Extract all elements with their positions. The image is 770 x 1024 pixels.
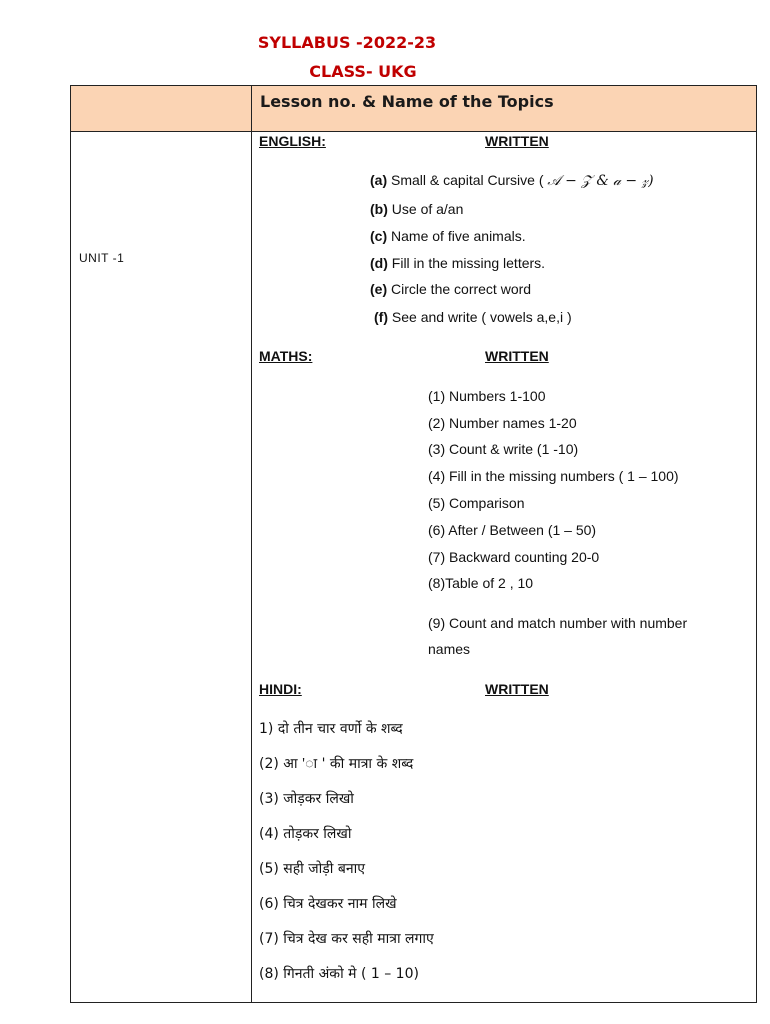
hindi-item: 1) दो तीन चार वर्णो के शब्द [259, 721, 403, 737]
table-header-row [71, 86, 757, 132]
hindi-item: (8) गिनती अंको मे ( 1 – 10) [259, 966, 419, 982]
english-written-label: WRITTEN [485, 133, 549, 149]
maths-written-label: WRITTEN [485, 348, 549, 364]
hindi-item: (6) चित्र देखकर नाम लिखे [259, 896, 397, 912]
hindi-item: (3) जोड़कर लिखो [259, 791, 354, 807]
maths-item: (5) Comparison [428, 495, 525, 511]
maths-item: (1) Numbers 1-100 [428, 388, 546, 404]
maths-item: (6) After / Between (1 – 50) [428, 522, 597, 538]
maths-item: (4) Fill in the missing numbers ( 1 – 100) [428, 468, 679, 484]
hindi-item: (2) आ 'ा ' की मात्रा के शब्द [259, 756, 414, 772]
unit-label: UNIT -1 [79, 251, 125, 265]
maths-heading: MATHS: [259, 348, 313, 364]
maths-item: (8)Table of 2 , 10 [428, 575, 534, 591]
unit-row [71, 132, 757, 1003]
syllabus-table [70, 85, 757, 1003]
class-title: CLASS- UKG [309, 62, 417, 81]
column-header: Lesson no. & Name of the Topics [260, 92, 554, 111]
english-item: (a) Small & capital Cursive ( 𝒜 − 𝒵 & 𝒶 − 𝓏) [370, 172, 654, 189]
english-item: (d) Fill in the missing letters. [370, 255, 546, 271]
maths-item: (2) Number names 1-20 [428, 415, 577, 431]
hindi-item: (5) सही जोड़ी बनाए [259, 861, 365, 877]
english-item: (e) Circle the correct word [370, 281, 532, 297]
unit-cell [71, 132, 252, 1003]
syllabus-title: SYLLABUS -2022-23 [257, 33, 437, 52]
english-heading: ENGLISH: [259, 133, 326, 149]
topics-cell [252, 132, 757, 1003]
english-item: (c) Name of five animals. [370, 228, 526, 244]
hindi-item: (7) चित्र देख कर सही मात्रा लगाए [259, 931, 434, 947]
maths-item: (9) Count and match number with number names [428, 615, 688, 657]
header-empty-cell [71, 86, 252, 132]
hindi-heading: HINDI: [259, 681, 302, 697]
header-topics-cell [252, 86, 757, 132]
hindi-item: (4) तोड़कर लिखो [259, 826, 352, 842]
maths-item: (7) Backward counting 20-0 [428, 549, 600, 565]
hindi-written-label: WRITTEN [485, 681, 549, 697]
maths-item: (3) Count & write (1 -10) [428, 441, 579, 457]
english-item: (f) See and write ( vowels a,e,i ) [374, 309, 572, 325]
english-item: (b) Use of a/an [370, 201, 464, 217]
